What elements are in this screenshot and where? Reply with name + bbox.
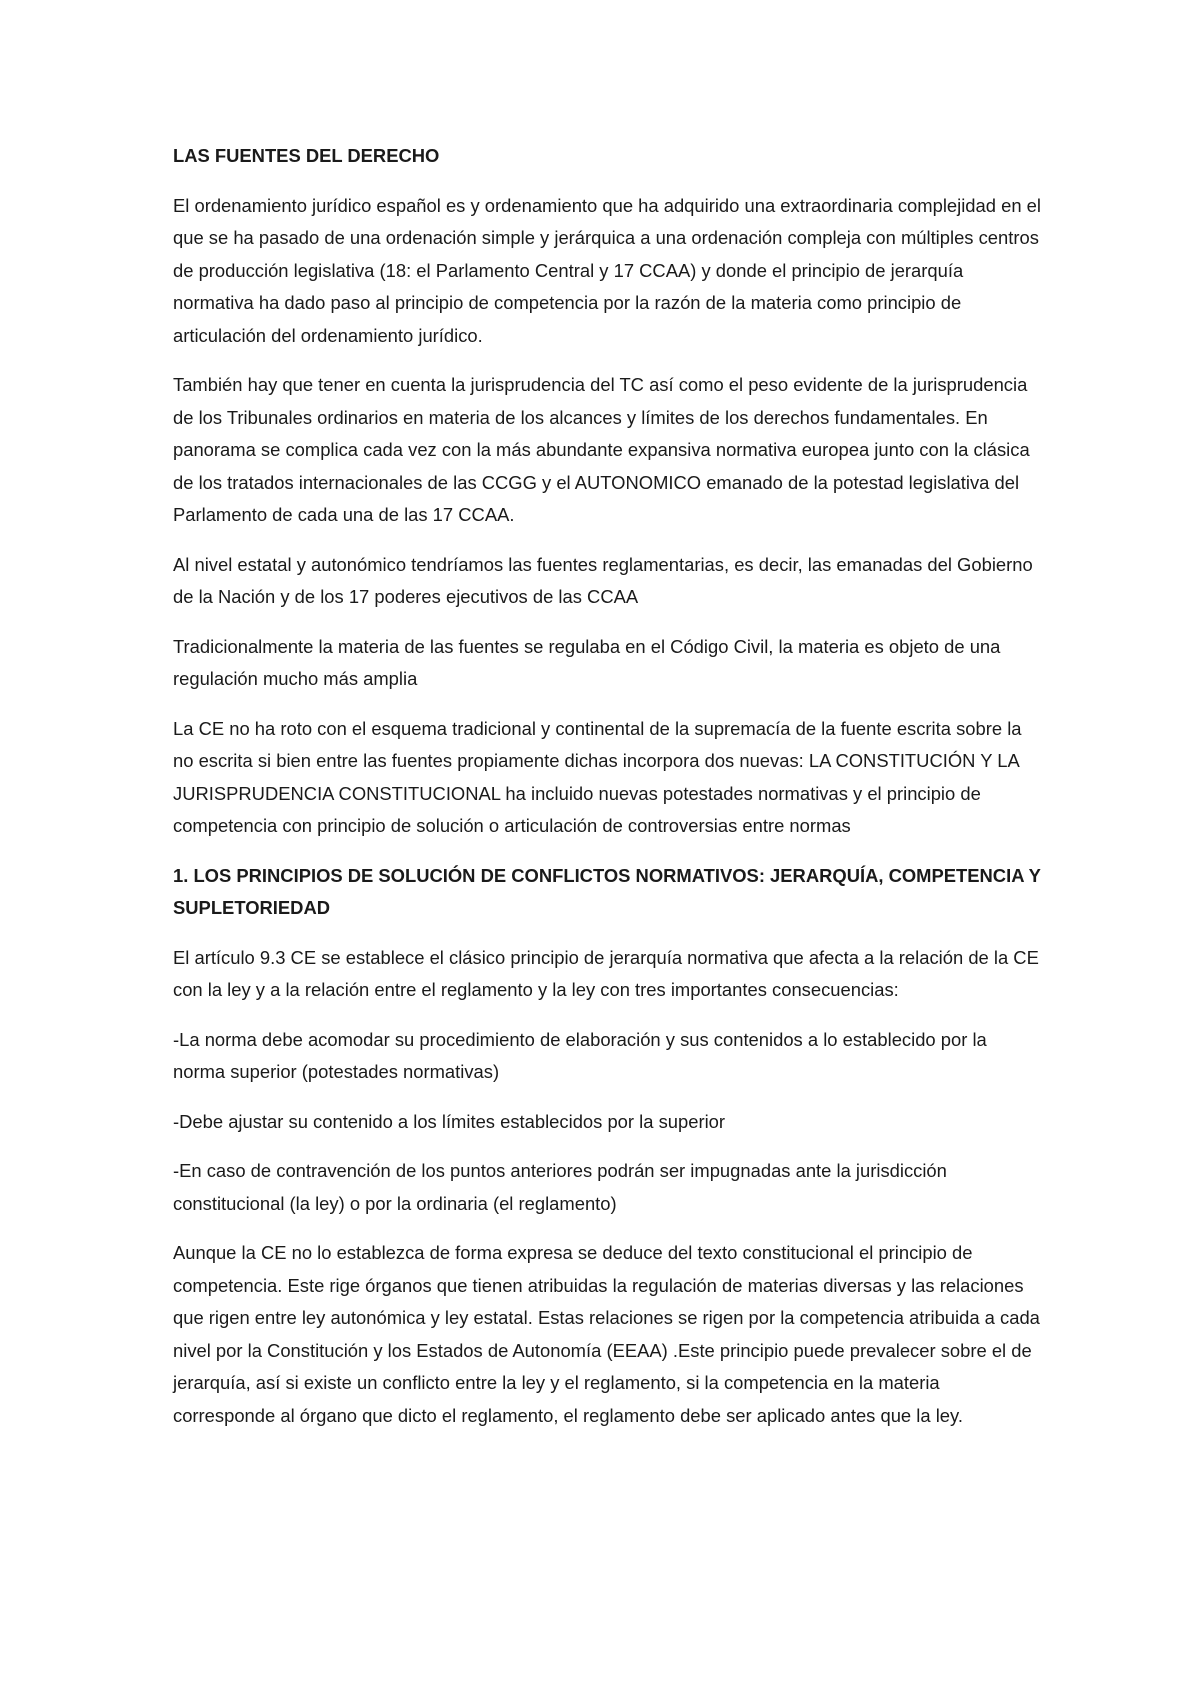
document-page [173,140,1043,1449]
document-title: LAS FUENTES DEL DERECHO [173,145,440,166]
paragraph-5: La CE no ha roto con el esquema tradicional y continental de la supremacía de la fuente escrita sobre la no escrita si bien entre las fuentes propiamente dichas incorpora dos nuevas: LA CONSTITUCIÓN Y LA JURISPRUDENCIA CONSTITUCIONAL ha incluido nuevas potestades normativas y el principio de competencia con principio de solución o articulación de controversias entre normas [173,717,1022,836]
paragraph-3: Al nivel estatal y autonómico tendríamos las fuentes reglamentarias, es decir, las emanadas del Gobierno de la Nación y de los 17 poderes ejecutivos de las CCAA [173,553,1033,607]
paragraph-4: Tradicionalmente la materia de las fuentes se regulaba en el Código Civil, la materia es objeto de una regulación mucho más amplia [173,635,1001,689]
section-paragraph-2: -La norma debe acomodar su procedimiento de elaboración y sus contenidos a lo establecido por la norma superior (potestades normativas) [173,1028,987,1082]
section-heading: 1. LOS PRINCIPIOS DE SOLUCIÓN DE CONFLICTOS NORMATIVOS: JERARQUÍA, COMPETENCIA Y SUPLETORIEDAD [173,864,1041,918]
section-paragraph-5: Aunque la CE no lo establezca de forma expresa se deduce del texto constitucional el principio de competencia. Este rige órganos que tienen atribuidas la regulación de materias diversas y las relaciones que rigen entre ley autonómica y ley estatal. Estas relaciones se rigen por la competencia atribuida a cada nivel por la Constitución y los Estados de Autonomía (EEAA) .Este principio puede prevalecer sobre el de jerarquía, así si existe un conflicto entre la ley y el reglamento, si la competencia en la materia corresponde al órgano que dicto el reglamento, el reglamento debe ser aplicado antes que la ley. [173,1242,1040,1426]
paragraph-1: El ordenamiento jurídico español es y ordenamiento que ha adquirido una extraordinaria complejidad en el que se ha pasado de una ordenación simple y jerárquica a una ordenación compleja con múltiples centros de producción legislativa (18: el Parlamento Central y 17 CCAA) y donde el principio de jerarquía normativa ha dado paso al principio de competencia por la razón de la materia como principio de articulación del ordenamiento jurídico. [173,194,1041,346]
paragraph-2: También hay que tener en cuenta la jurisprudencia del TC así como el peso evidente de la jurisprudencia de los Tribunales ordinarios en materia de los alcances y límites de los derechos fundamentales. En panorama se complica cada vez con la más abundante expansiva normativa europea junto con la clásica de los tratados internacionales de las CCGG y el AUTONOMICO emanado de la potestad legislativa del Parlamento de cada una de las 17 CCAA. [173,374,1030,525]
section-paragraph-1: El artículo 9.3 CE se establece el clásico principio de jerarquía normativa que afecta a la relación de la CE con la ley y a la relación entre el reglamento y la ley con tres importantes consecuencias: [173,946,1039,1000]
section-paragraph-3: -Debe ajustar su contenido a los límites establecidos por la superior [173,1110,726,1132]
section-paragraph-4: -En caso de contravención de los puntos anteriores podrán ser impugnadas ante la jurisdicción constitucional (la ley) o por la ordinaria (el reglamento) [173,1160,947,1214]
